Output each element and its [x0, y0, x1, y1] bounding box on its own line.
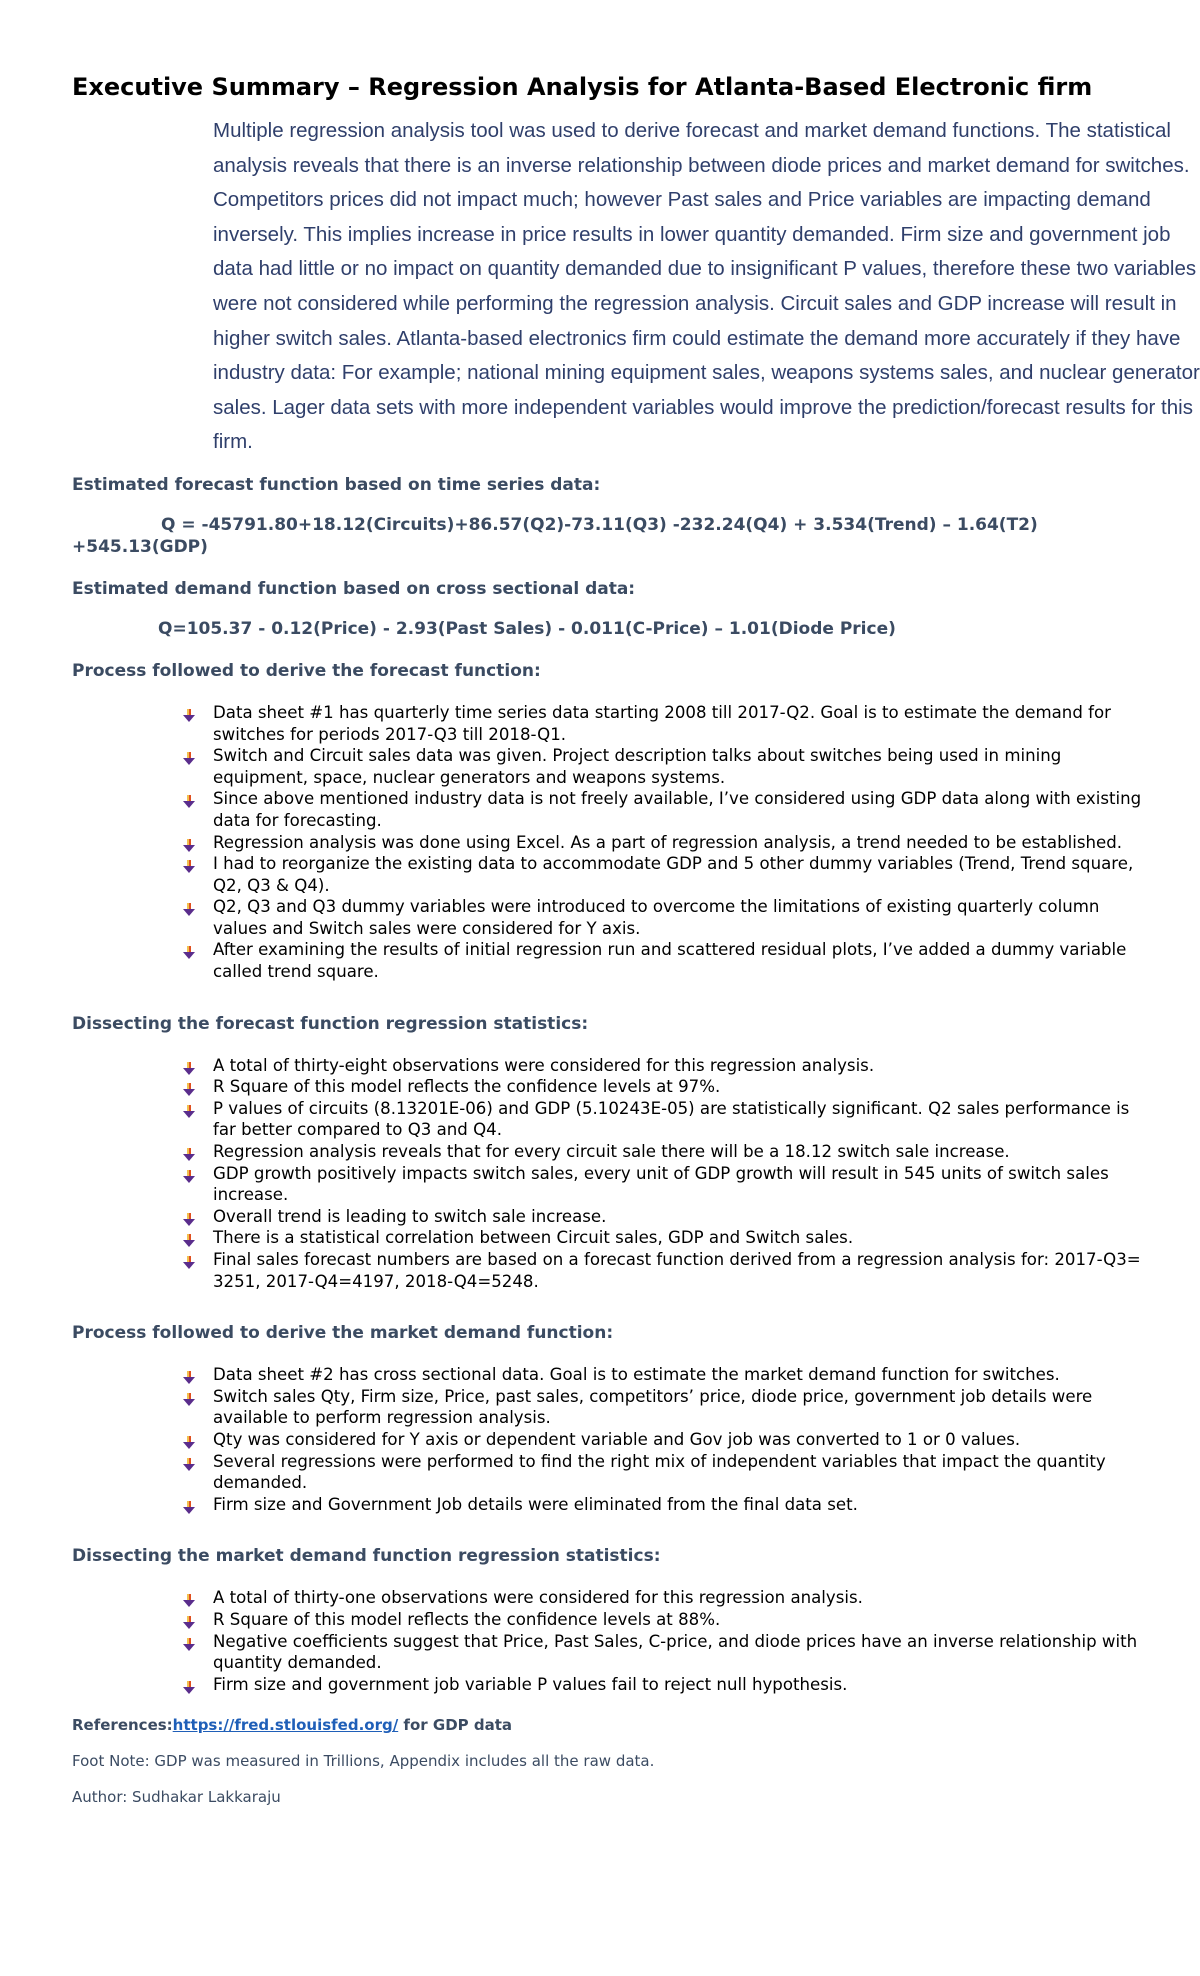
bullet-list-demand-process — [72, 1364, 1152, 1515]
down-arrow-bullet-icon — [183, 1390, 195, 1403]
list-item: P values of circuits (8.13201E-06) and GDP (5.10243E-05) are statistically significant. Q2 sales performance is far better compared to Q3 and Q4. — [183, 1098, 1152, 1141]
section-heading-forecast-statistics: Dissecting the forecast function regression statistics: — [72, 1013, 589, 1034]
down-arrow-bullet-icon — [183, 1433, 195, 1446]
down-arrow-bullet-icon — [183, 943, 195, 956]
list-item: R Square of this model reflects the confidence levels at 97%. — [183, 1076, 1152, 1098]
forecast-function-heading: Estimated forecast function based on time series data: — [72, 474, 601, 495]
list-item: Several regressions were performed to find the right mix of independent variables that impact the quantity demanded. — [183, 1451, 1152, 1494]
down-arrow-bullet-icon — [183, 1591, 195, 1604]
references-label: References: — [72, 1716, 173, 1735]
list-item: GDP growth positively impacts switch sales, every unit of GDP growth will result in 545 units of switch sales increase. — [183, 1163, 1152, 1206]
list-item: After examining the results of initial regression run and scattered residual plots, I’ve added a dummy variable called trend square. — [183, 939, 1152, 982]
author-line: Author: Sudhakar Lakkaraju — [72, 1788, 281, 1807]
demand-function-formula: Q=105.37 - 0.12(Price) - 2.93(Past Sales) - 0.011(C-Price) – 1.01(Diode Price) — [158, 618, 896, 639]
down-arrow-bullet-icon — [183, 749, 195, 762]
references-line — [72, 1715, 1152, 1735]
section-heading-forecast-process: Process followed to derive the forecast function: — [72, 660, 541, 681]
list-item: Since above mentioned industry data is not freely available, I’ve considered using GDP data along with existing data for forecasting. — [183, 788, 1152, 831]
document-page — [72, 70, 1200, 1822]
footnote: Foot Note: GDP was measured in Trillions, Appendix includes all the raw data. — [72, 1752, 655, 1771]
down-arrow-bullet-icon — [183, 1210, 195, 1223]
list-item: Switch sales Qty, Firm size, Price, past sales, competitors’ price, diode price, government job details were available to perform regression analysis. — [183, 1386, 1152, 1429]
down-arrow-bullet-icon — [183, 836, 195, 849]
down-arrow-bullet-icon — [183, 1368, 195, 1381]
list-item: A total of thirty-one observations were considered for this regression analysis. — [183, 1587, 1152, 1609]
down-arrow-bullet-icon — [183, 706, 195, 719]
section-heading-demand-process: Process followed to derive the market demand function: — [72, 1323, 614, 1344]
forecast-function-formula: Q = -45791.80+18.12(Circuits)+86.57(Q2)-73.11(Q3) -232.24(Q4) + 3.534(Trend) – 1.64(T2) +545.13(GDP) — [72, 514, 1038, 557]
down-arrow-bullet-icon — [183, 900, 195, 913]
down-arrow-bullet-icon — [183, 1613, 195, 1626]
list-item: A total of thirty-eight observations were considered for this regression analysis. — [183, 1055, 1152, 1077]
down-arrow-bullet-icon — [183, 1145, 195, 1158]
list-item: Qty was considered for Y axis or dependent variable and Gov job was converted to 1 or 0 values. — [183, 1429, 1152, 1451]
down-arrow-bullet-icon — [183, 1635, 195, 1648]
list-item: Data sheet #1 has quarterly time series data starting 2008 till 2017-Q2. Goal is to estimate the demand for switches for periods 2017-Q3 till 2018-Q1. — [183, 702, 1152, 745]
bullet-list-forecast-process — [72, 702, 1152, 983]
bullet-list-forecast-statistics — [72, 1055, 1152, 1293]
down-arrow-bullet-icon — [183, 1455, 195, 1468]
list-item: Regression analysis was done using Excel. As a part of regression analysis, a trend needed to be established. — [183, 832, 1152, 854]
down-arrow-bullet-icon — [183, 1678, 195, 1691]
demand-function-heading: Estimated demand function based on cross sectional data: — [72, 578, 636, 599]
down-arrow-bullet-icon — [183, 1253, 195, 1266]
down-arrow-bullet-icon — [183, 1059, 195, 1072]
list-item: Overall trend is leading to switch sale increase. — [183, 1206, 1152, 1228]
down-arrow-bullet-icon — [183, 1498, 195, 1511]
executive-summary-paragraph: Multiple regression analysis tool was used to derive forecast and market demand functions. The statistical analysis reveals that there is an inverse relationship between diode prices and market demand for switches. Competitors prices did not impact much; however Past sales and Price variables are impacting demand inversely. This implies increase in price results in lower quantity demanded. Firm size and government job data had little or no impact on quantity demanded due to insignificant P values, therefore these two variables were not considered while performing the regression analysis. Circuit sales and GDP increase will result in higher switch sales. Atlanta-based electronics firm could estimate the demand more accurately if they have industry data: For example; national mining equipment sales, weapons systems sales, and nuclear generator sales. Lager data sets with more independent variables would improve the prediction/forecast results for this firm. — [213, 119, 1200, 454]
bullet-list-demand-statistics — [72, 1587, 1152, 1695]
section-heading-demand-statistics: Dissecting the market demand function regression statistics: — [72, 1546, 661, 1567]
list-item: There is a statistical correlation between Circuit sales, GDP and Switch sales. — [183, 1227, 1152, 1249]
list-item: Firm size and government job variable P values fail to reject null hypothesis. — [183, 1674, 1152, 1696]
list-item: Firm size and Government Job details were eliminated from the final data set. — [183, 1494, 1152, 1516]
list-item: R Square of this model reflects the confidence levels at 88%. — [183, 1609, 1152, 1631]
fred-link[interactable]: https://fred.stlouisfed.org/ — [172, 1716, 399, 1735]
down-arrow-bullet-icon — [183, 1167, 195, 1180]
references-suffix: for GDP data — [398, 1716, 513, 1735]
list-item: Switch and Circuit sales data was given. Project description talks about switches being used in mining equipment, space, nuclear generators and weapons systems. — [183, 745, 1152, 788]
document-title: Executive Summary – Regression Analysis for Atlanta-Based Electronic firm — [72, 73, 1093, 101]
down-arrow-bullet-icon — [183, 792, 195, 805]
list-item: Regression analysis reveals that for every circuit sale there will be a 18.12 switch sale increase. — [183, 1141, 1152, 1163]
list-item: Final sales forecast numbers are based on a forecast function derived from a regression analysis for: 2017-Q3= 3251, 2017-Q4=4197, 2018-Q4=5248. — [183, 1249, 1152, 1292]
list-item: Negative coefficients suggest that Price, Past Sales, C-price, and diode prices have an inverse relationship with quantity demanded. — [183, 1631, 1152, 1674]
list-item: Q2, Q3 and Q3 dummy variables were introduced to overcome the limitations of existing quarterly column values and Switch sales were considered for Y axis. — [183, 896, 1152, 939]
down-arrow-bullet-icon — [183, 1231, 195, 1244]
list-item: I had to reorganize the existing data to accommodate GDP and 5 other dummy variables (Trend, Trend square, Q2, Q3 & Q4). — [183, 853, 1152, 896]
down-arrow-bullet-icon — [183, 857, 195, 870]
list-item: Data sheet #2 has cross sectional data. Goal is to estimate the market demand function for switches. — [183, 1364, 1152, 1386]
down-arrow-bullet-icon — [183, 1102, 195, 1115]
down-arrow-bullet-icon — [183, 1080, 195, 1093]
